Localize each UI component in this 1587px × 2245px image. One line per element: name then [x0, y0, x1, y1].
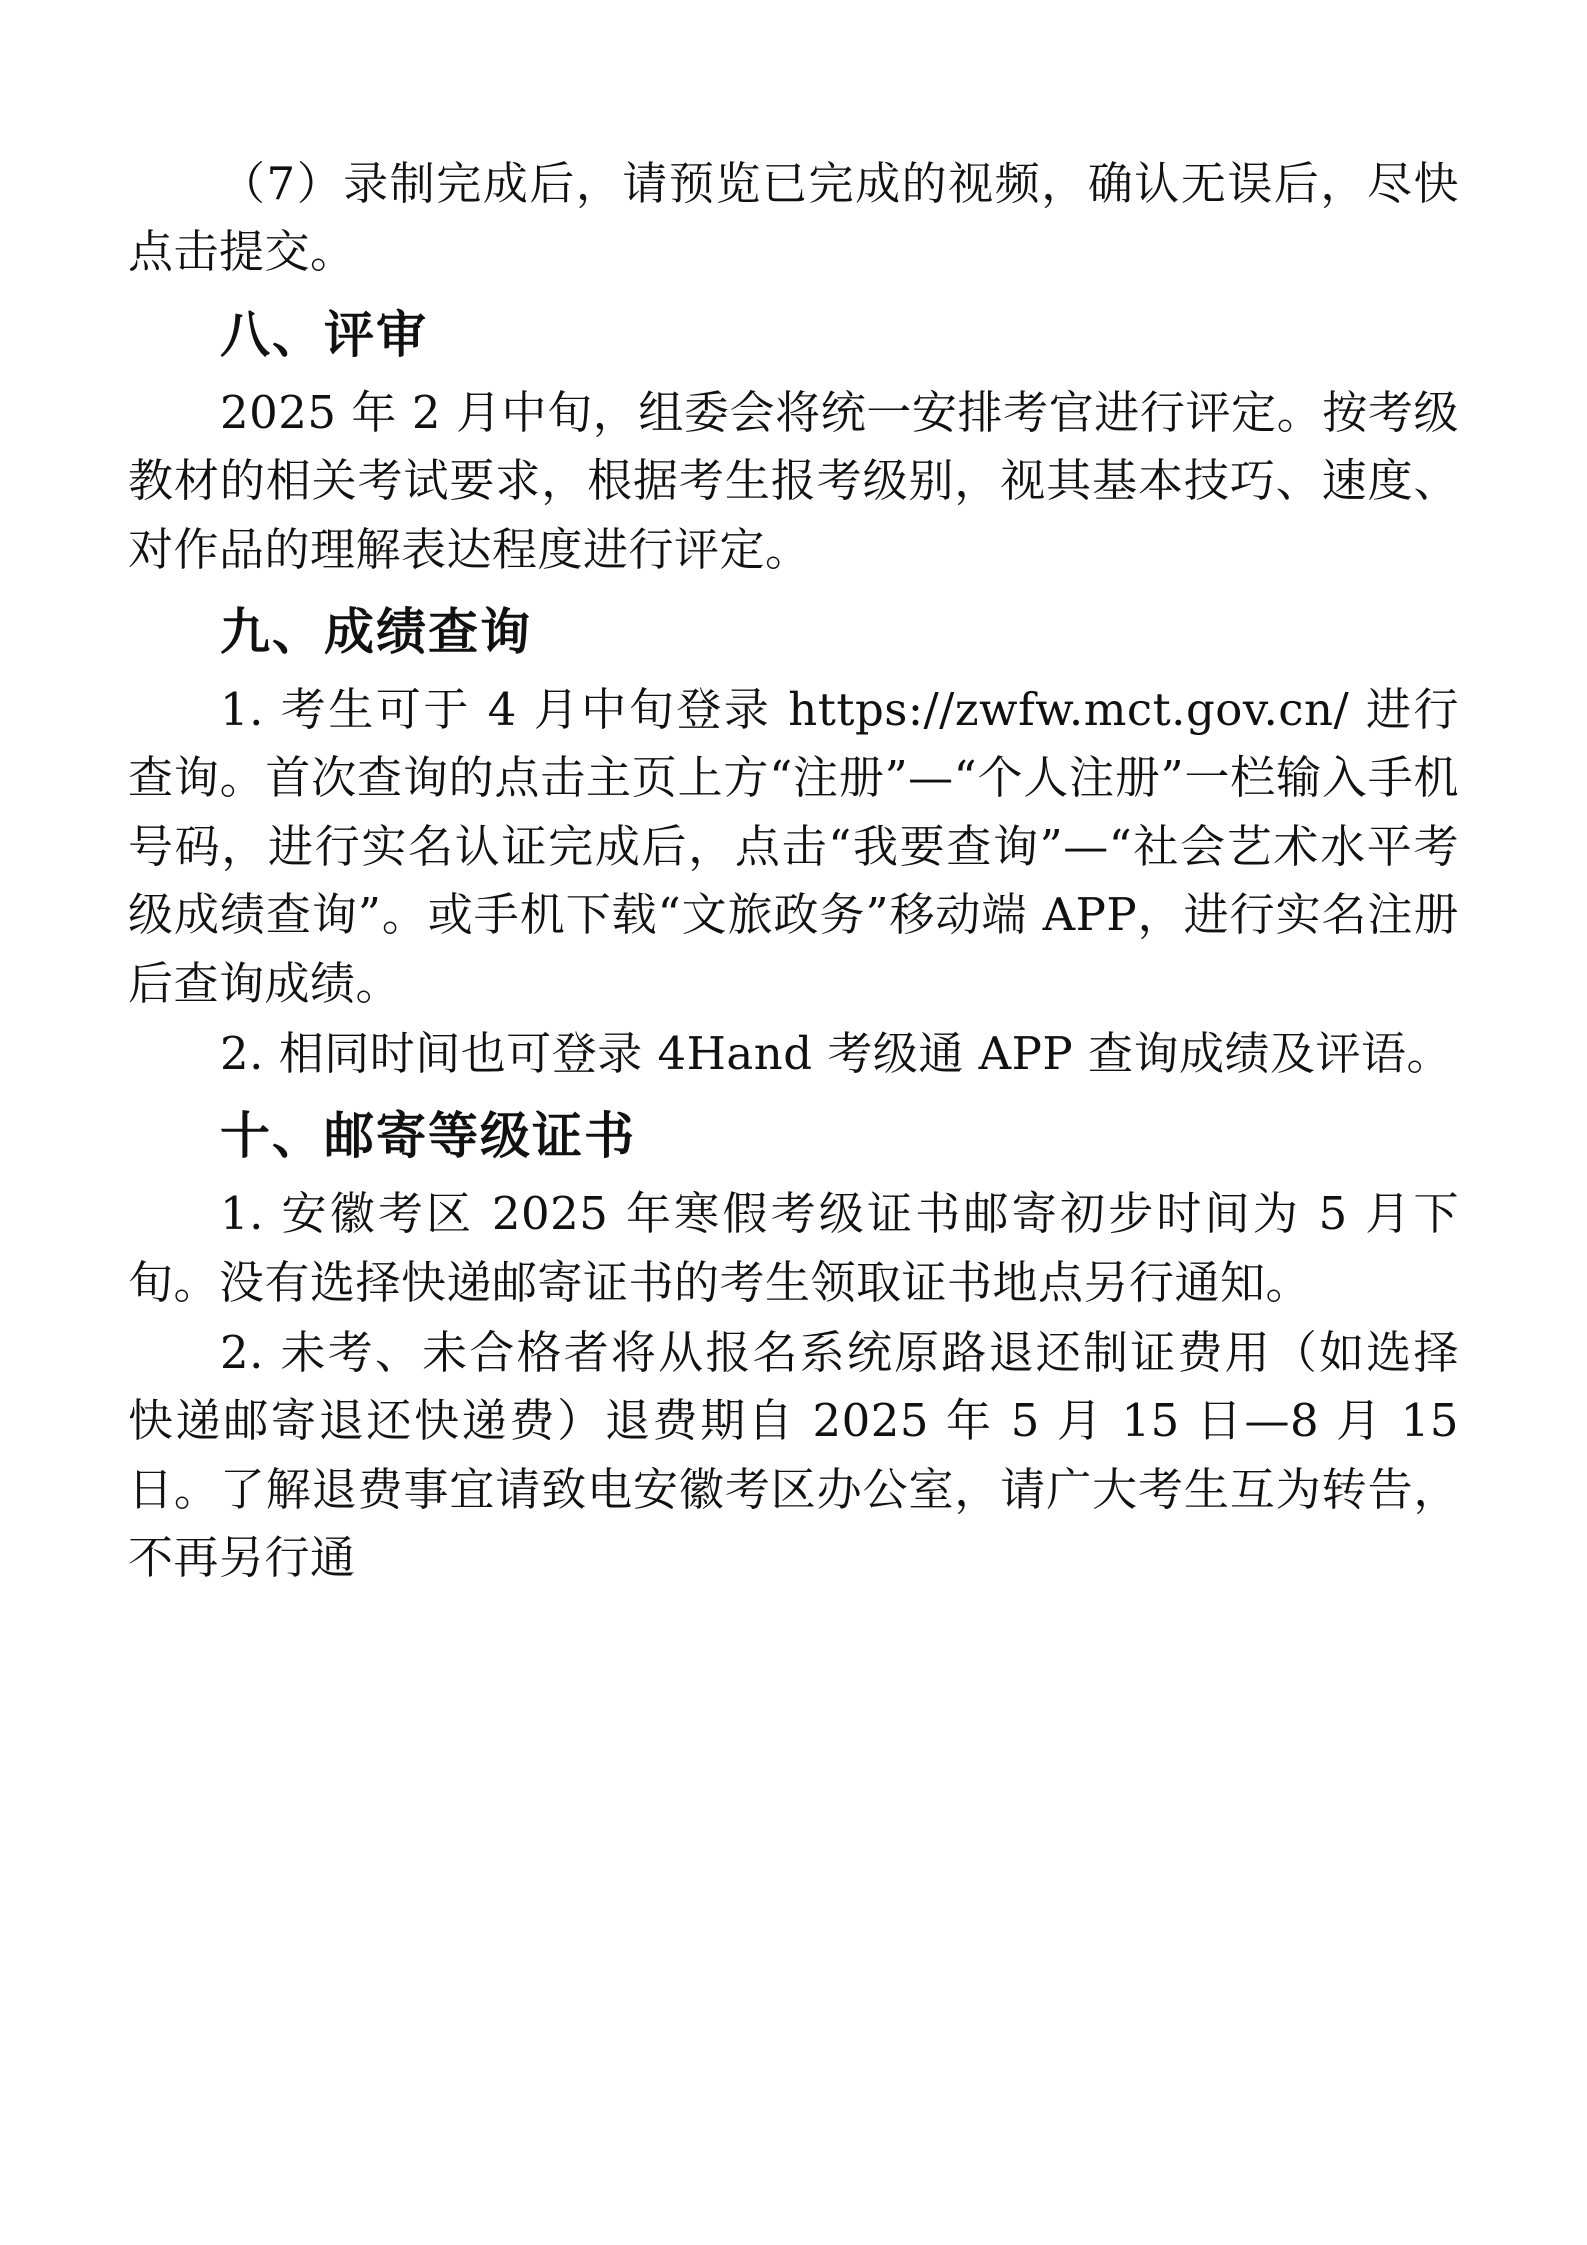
paragraph-refund-policy: 2. 未考、未合格者将从报名系统原路退还制证费用（如选择快递邮寄退还快递费）退费期自 2025 年 5 月 15 日—8 月 15 日。了解退费事宜请致电安徽考区办公室，请广大考生互为转告，不再另行通 — [128, 1326, 1459, 1585]
heading-section-ten: 十、邮寄等级证书 — [220, 1107, 636, 1166]
paragraph-score-query-website: 1. 考生可于 4 月中旬登录 https://zwfw.mct.gov.cn/ 进行查询。首次查询的点击主页上方“注册”—“个人注册”一栏输入手机号码，进行实名认证完成后，点击“我要查询”—“社会艺术水平考级成绩查询”。或手机下载“文旅政务”移动端 APP，进行实名注册后查询成绩。 — [128, 682, 1459, 1010]
heading-section-nine: 九、成绩查询 — [220, 602, 532, 661]
paragraph-review-details: 2025 年 2 月中旬，组委会将统一安排考官进行评定。按考级教材的相关考试要求，根据考生报考级别，视其基本技巧、速度、对作品的理解表达程度进行评定。 — [128, 385, 1459, 576]
paragraph-score-query-app: 2. 相同时间也可登录 4Hand 考级通 APP 查询成绩及评语。 — [220, 1026, 1453, 1080]
paragraph-recording-preview: （7）录制完成后，请预览已完成的视频，确认无误后，尽快点击提交。 — [128, 157, 1459, 279]
paragraph-certificate-mailing: 1. 安徽考区 2025 年寒假考级证书邮寄初步时间为 5 月下旬。没有选择快递邮寄证书的考生领取证书地点另行通知。 — [128, 1187, 1459, 1309]
document-body — [128, 150, 1459, 1593]
heading-section-eight: 八、评审 — [220, 305, 428, 364]
